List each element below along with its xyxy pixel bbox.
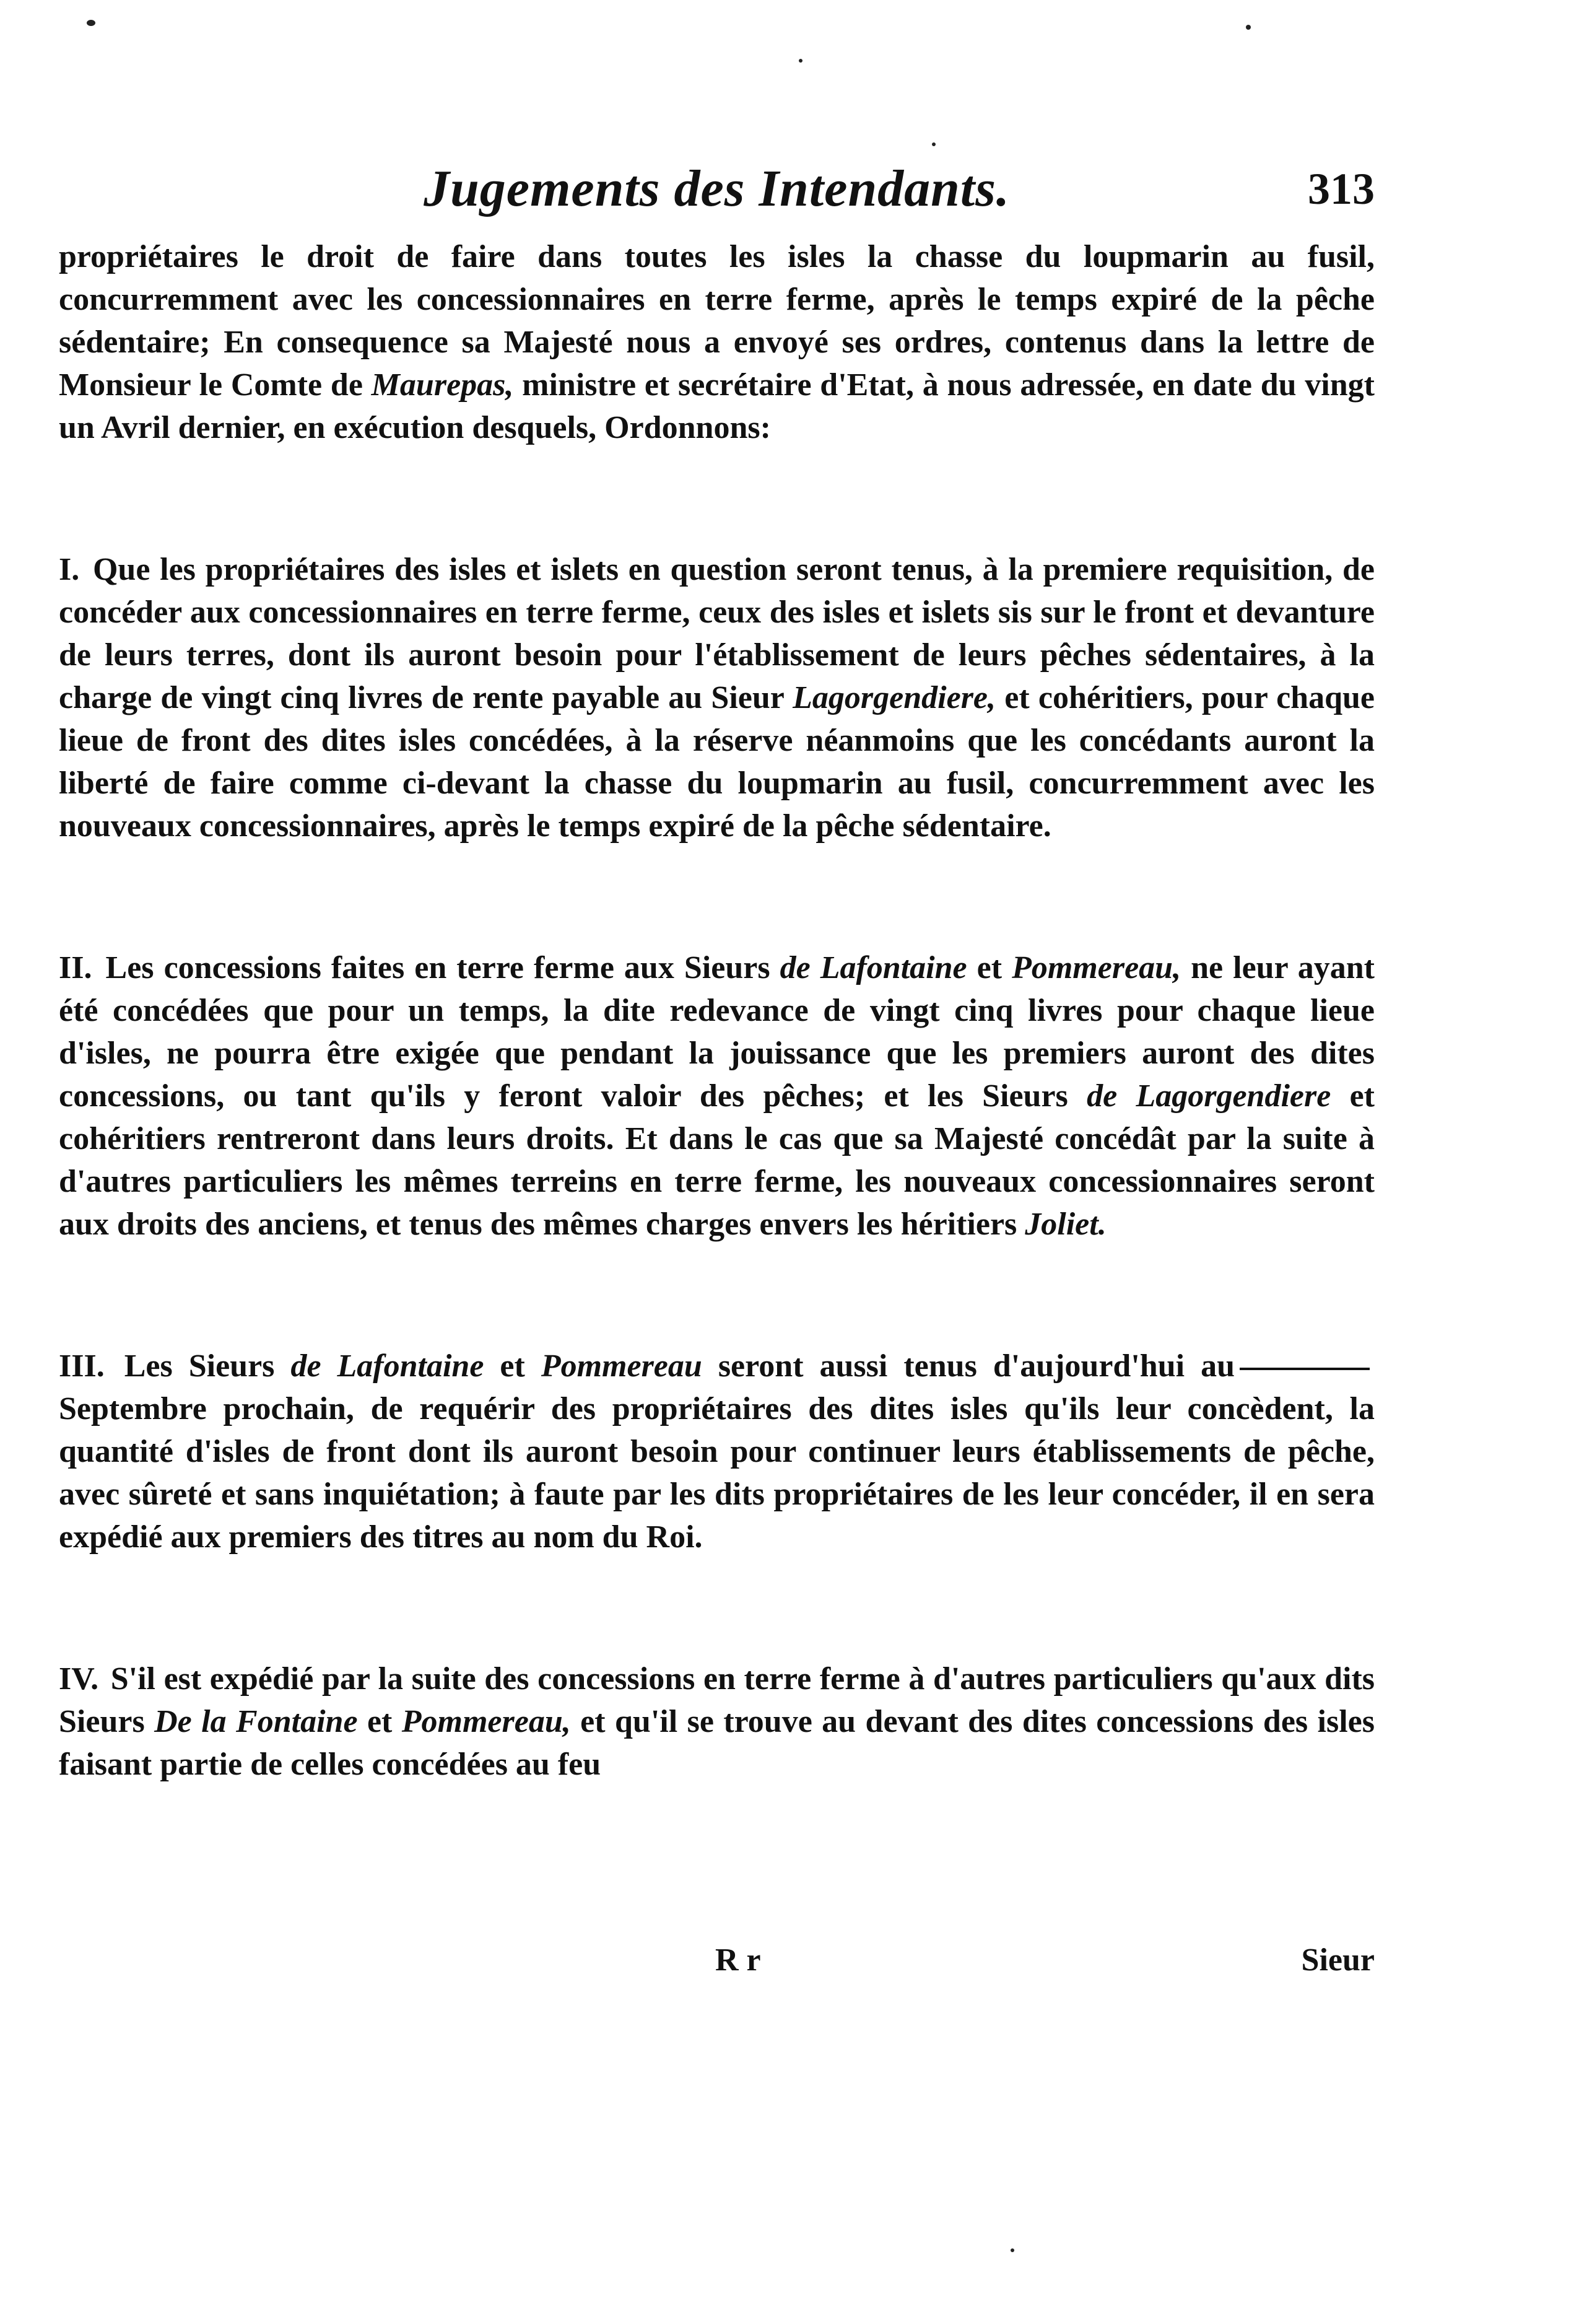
paragraph-spacer xyxy=(59,449,1375,548)
blank-date-rule xyxy=(1240,1368,1370,1370)
person-name: de Lafontaine xyxy=(290,1348,484,1384)
paragraph-text: et xyxy=(484,1348,541,1384)
ink-speck xyxy=(932,142,936,146)
person-name: Maurepas, xyxy=(371,367,514,403)
article-1 xyxy=(59,548,1375,847)
paragraph-text: Les concessions faites en terre ferme aux Sieurs xyxy=(105,950,780,985)
article-number: III. xyxy=(59,1348,105,1384)
body-text xyxy=(59,235,1375,1786)
person-name: Pommereau, xyxy=(401,1704,571,1739)
article-number: IV. xyxy=(59,1661,99,1697)
article-number: II. xyxy=(59,950,92,985)
ink-speck xyxy=(1011,2248,1014,2252)
person-name: Pommereau xyxy=(541,1348,702,1384)
ink-speck xyxy=(87,20,95,26)
paragraph-text: et xyxy=(967,950,1012,985)
paragraph-text: et qu'il se trouve au devant des dites concessions des isles faisant partie de celles concédées au feu xyxy=(59,1704,1375,1782)
paragraph-text: ne leur ayant été concédées que pour un temps, la dite redevance de vingt cinq livres pour chaque lieue d'isles, ne pourra être exigée que pendant la jouissance que les premiers auront des dites concessions, ou tant qu'ils y feront valoir des pêches; et les Sieurs xyxy=(59,950,1375,1114)
article-2 xyxy=(59,946,1375,1246)
article-4 xyxy=(59,1658,1375,1786)
person-name: De la Fontaine xyxy=(154,1704,358,1739)
paragraph-text: et cohéritiers rentreront dans leurs droits. Et dans le cas que sa Majesté concédât par la suite à d'autres particuliers les mêmes terreins en terre ferme, les nouveaux concessionnaires seront aux droits des anciens, et tenus des mêmes charges envers les héritiers xyxy=(59,1078,1375,1242)
ink-speck xyxy=(799,59,803,63)
paragraph-text: Septembre prochain, de requérir des propriétaires des dites isles qu'ils leur concèdent, la quantité d'isles de front dont ils auront besoin pour continuer leurs établissements de pêche, avec sûreté et sans inquiétation; à faute par les dits propriétaires de les leur concéder, il en sera expédié aux premiers des titres au nom du Roi. xyxy=(59,1391,1375,1555)
paragraph-text: seront aussi tenus d'aujourd'hui au xyxy=(702,1348,1235,1384)
ink-speck xyxy=(1246,25,1251,30)
person-name: Pommereau, xyxy=(1012,950,1181,985)
person-name: Lagorgendiere, xyxy=(793,680,996,715)
paragraph-text: propriétaires le droit de faire dans toutes les isles la chasse du loupmarin au fusil, concurremment avec les concessionnaires en terre ferme, après le temps expiré de la pêche sédentaire; En consequence sa Majesté nous a envoyé ses ordres, contenus dans la lettre de Monsieur le Comte de xyxy=(59,239,1375,403)
person-name: de Lafontaine xyxy=(780,950,967,985)
paragraph-text: Que les propriétaires des isles et islets en question seront tenus, à la premiere requisition, de concéder aux concessionnaires en terre ferme, ceux des isles et islets sis sur le front et devanture de leurs terres, dont ils auront besoin pour l'établissement de leurs pêches sédentaires, à la charge de vingt cinq livres de rente payable au Sieur xyxy=(59,552,1375,715)
paragraph-text: S'il est expédié par la suite des concessions en terre ferme à d'autres particuliers qu'aux dits Sieurs xyxy=(59,1661,1375,1739)
paragraph-spacer xyxy=(59,1246,1375,1345)
paragraph-text: et cohéritiers, pour chaque lieue de front des dites isles concédées, à la réserve néanmoins que les concédants auront la liberté de faire comme ci-devant la chasse du loupmarin au fusil, concurremment avec les nouveaux concessionnaires, après le temps expiré de la pêche sédentaire. xyxy=(59,680,1375,844)
page-number: 313 xyxy=(1308,164,1375,214)
paragraph-text: Les Sieurs xyxy=(124,1348,291,1384)
paragraph-spacer xyxy=(59,847,1375,946)
page-header xyxy=(59,155,1375,223)
page-footer xyxy=(59,1939,1375,1982)
signature-mark: R r xyxy=(715,1942,761,1978)
article-3 xyxy=(59,1345,1375,1558)
person-name: de Lagorgendiere xyxy=(1087,1078,1331,1114)
running-title: Jugements des Intendants. xyxy=(424,160,1010,217)
paragraph-text: et xyxy=(357,1704,402,1739)
paragraph-spacer xyxy=(59,1558,1375,1658)
article-number: I. xyxy=(59,552,80,587)
person-name: Joliet. xyxy=(1025,1207,1107,1242)
paragraph-text: ministre et secrétaire d'Etat, à nous adressée, en date du vingt un Avril dernier, en exécution desquels, Ordonnons: xyxy=(59,367,1375,445)
catchword: Sieur xyxy=(1301,1942,1375,1978)
paragraph-intro xyxy=(59,235,1375,449)
